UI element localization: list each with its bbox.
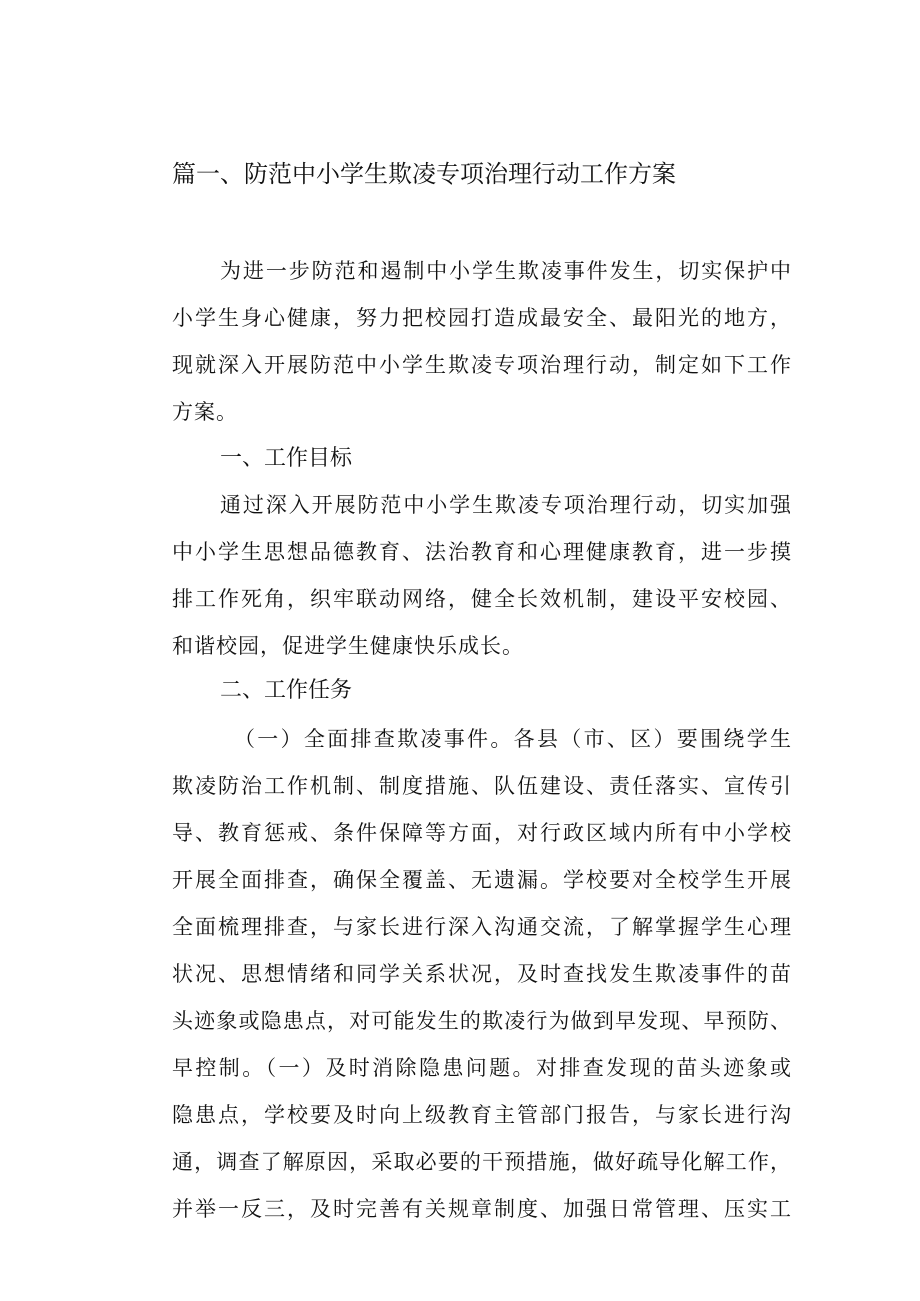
tasks-paragraph <box>172 716 792 1233</box>
paragraph-line: 导、教育惩戒、条件保障等方面，对行政区域内所有中小学校 <box>172 821 792 845</box>
paragraph-line: 排工作死角，织牢联动网络，健全长效机制，建设平安校园、 <box>172 587 792 611</box>
section-heading-goals: 一、工作目标 <box>220 446 353 471</box>
paragraph-line: （一）全面排查欺凌事件。各县（市、区）要围绕学生 <box>234 727 792 751</box>
paragraph-line: 现就深入开展防范中小学生欺凌专项治理行动，制定如下工作 <box>172 353 792 377</box>
paragraph-line: 为进一步防范和遏制中小学生欺凌事件发生，切实保护中 <box>220 259 792 283</box>
paragraph-line: 早控制。（一）及时消除隐患问题。对排查发现的苗头迹象或 <box>172 1056 792 1080</box>
document-title: 篇一、防范中小学生欺凌专项治理行动工作方案 <box>172 160 676 188</box>
paragraph-line: 隐患点，学校要及时向上级教育主管部门报告，与家长进行沟 <box>172 1103 792 1127</box>
paragraph-line: 小学生身心健康，努力把校园打造成最安全、最阳光的地方， <box>172 306 792 330</box>
paragraph-line: 全面梳理排查，与家长进行深入沟通交流，了解掌握学生心理 <box>172 915 792 939</box>
paragraph-line: 欺凌防治工作机制、制度措施、队伍建设、责任落实、宣传引 <box>172 774 792 798</box>
intro-paragraph <box>172 248 792 436</box>
paragraph-line: 通过深入开展防范中小学生欺凌专项治理行动，切实加强 <box>220 493 792 517</box>
paragraph-line: 方案。 <box>172 400 238 424</box>
goals-paragraph <box>172 482 792 670</box>
paragraph-line: 中小学生思想品德教育、法治教育和心理健康教育，进一步摸 <box>172 540 792 564</box>
paragraph-line: 通，调查了解原因，采取必要的干预措施，做好疏导化解工作， <box>172 1150 792 1174</box>
paragraph-line: 并举一反三，及时完善有关规章制度、加强日常管理、压实工 <box>172 1197 792 1221</box>
paragraph-line: 和谐校园，促进学生健康快乐成长。 <box>172 634 524 658</box>
paragraph-line: 开展全面排查，确保全覆盖、无遗漏。学校要对全校学生开展 <box>172 868 792 892</box>
paragraph-line: 头迹象或隐患点，对可能发生的欺凌行为做到早发现、早预防、 <box>172 1009 792 1033</box>
paragraph-line: 状况、思想情绪和同学关系状况，及时查找发生欺凌事件的苗 <box>172 962 792 986</box>
section-heading-tasks: 二、工作任务 <box>220 678 353 703</box>
